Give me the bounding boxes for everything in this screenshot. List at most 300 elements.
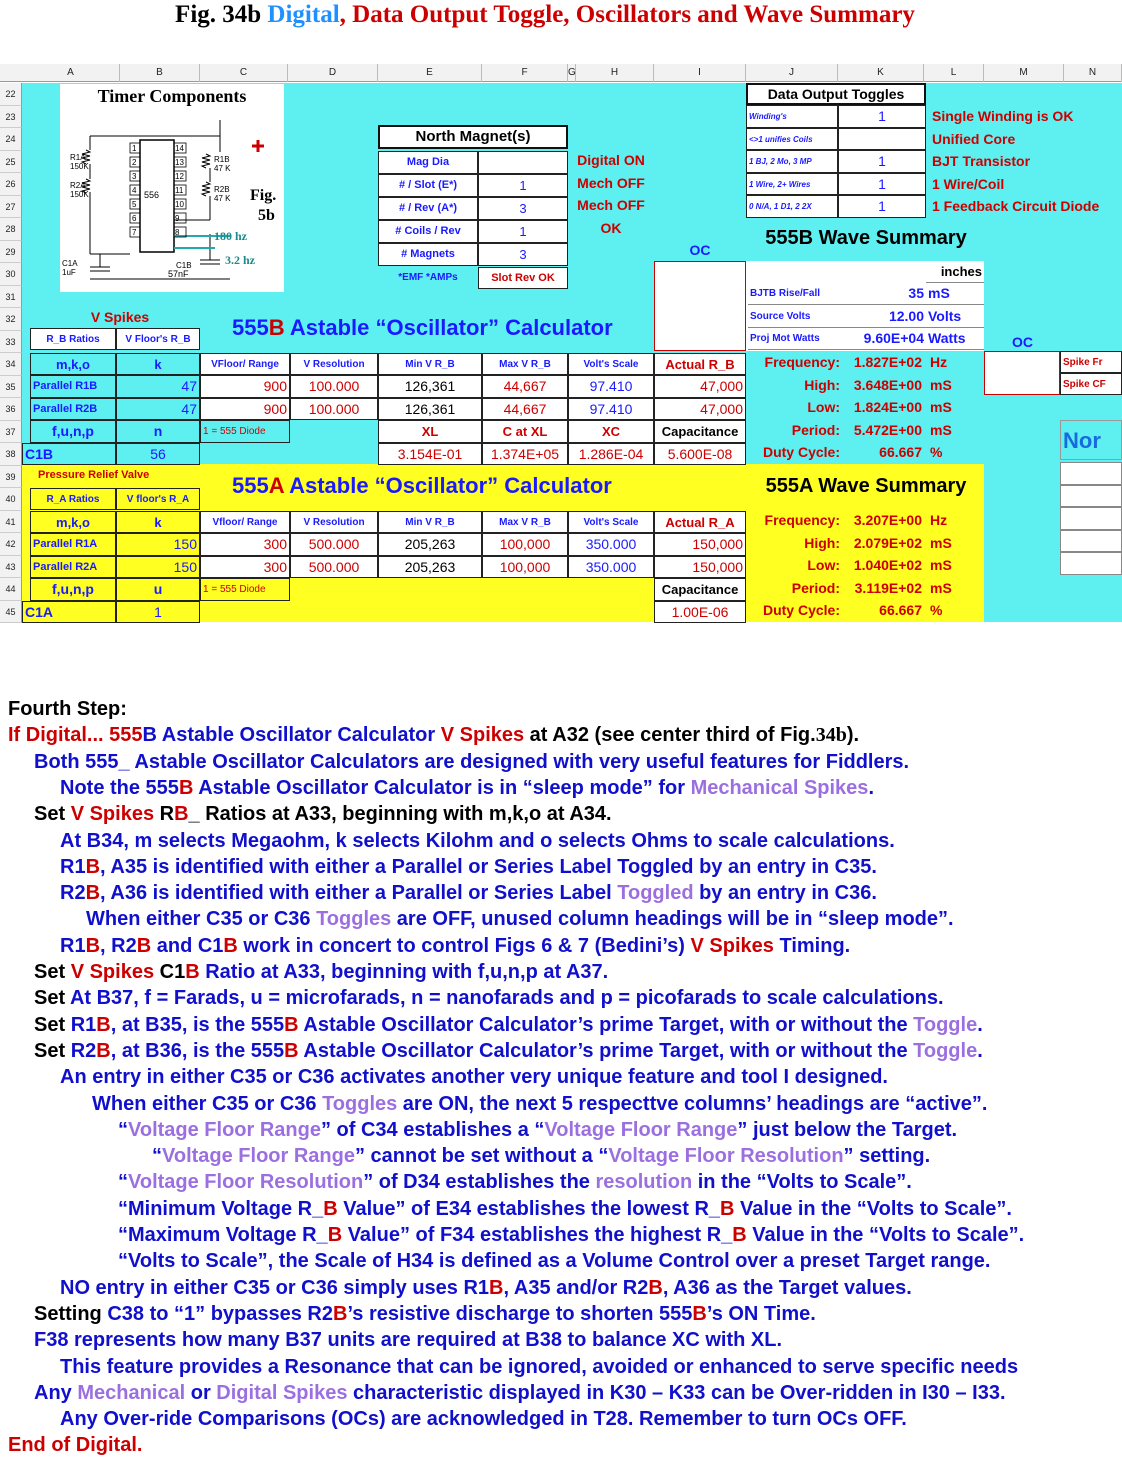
note-line-11-seg-3: B: [185, 961, 200, 983]
note-line-5-seg-1: V Spikes: [70, 803, 155, 826]
c1b-label: C1B: [176, 261, 192, 270]
row-header-36: 36: [0, 398, 22, 421]
note-line-23: [60, 1275, 912, 1301]
note-line-20-seg-1: B: [323, 1197, 338, 1220]
note-line-24-seg-2: B: [333, 1302, 348, 1325]
column-header-h: H: [576, 64, 654, 82]
note-line-21-seg-2: Value” of F34 establishes the highest R_: [342, 1224, 733, 1246]
osc-b-row-max-0: 44,667: [482, 375, 568, 398]
mode-status-3: OK: [600, 219, 622, 236]
osc-b-row-res-0: 100.000: [290, 375, 378, 398]
left-pin-7: 7: [132, 228, 137, 237]
note-line-4-seg-1: B: [178, 776, 194, 799]
osc-a-row-range-0: 300: [200, 533, 290, 556]
slot-rev-ok: Slot Rev OK: [478, 267, 568, 289]
r1b-resistor-icon: [202, 154, 210, 168]
note-line-10-seg-0: R1: [60, 934, 86, 957]
row-header-34: 34: [0, 353, 22, 376]
right-pin-13: 13: [175, 158, 184, 167]
osc-b-row-actual-0: 47,000: [654, 375, 746, 398]
note-line-2-seg-2: Astable Oscillator Calculator: [156, 724, 441, 747]
note-line-5-seg-0: Set: [34, 803, 71, 826]
osc-a-title: [230, 471, 650, 501]
c1a-label: C1A: [62, 259, 78, 268]
osc-a-row-res-1: 500.000: [290, 556, 378, 579]
wave-b-summary-unit-2: mS: [930, 399, 952, 415]
notes-heading: Fourth Step:: [8, 698, 127, 720]
toggle-status-2: BJT Transistor: [932, 153, 1031, 169]
chip-label: 556: [144, 190, 160, 200]
column-header-e: E: [378, 64, 482, 82]
osc-b-header-4: Volt's Scale: [568, 353, 654, 375]
left-pin-5: 5: [132, 200, 137, 209]
osc-b-row-range-1: 900: [200, 398, 290, 421]
note-line-14-seg-1: R2: [70, 1039, 97, 1062]
note-line-23-seg-3: B: [648, 1276, 663, 1299]
osc-a-header-4: Volt's Scale: [568, 511, 654, 533]
note-line-11-seg-4: Ratio at A33, beginning with f,u,n,p at A37.: [199, 961, 609, 983]
osc-b-cap-value: 56: [116, 443, 200, 466]
osc-b-xl-value-xc: 1.286E-04: [568, 443, 654, 466]
row-header-31: 31: [0, 286, 22, 309]
osc-b-header-2: Min V R_B: [378, 353, 482, 375]
note-line-8-seg-0: R2: [60, 882, 86, 905]
wave-a-summary-unit-2: mS: [930, 557, 952, 573]
note-line-24-seg-5: ’s ON Time.: [706, 1302, 816, 1325]
osc-a-cap-label: C1A: [22, 601, 116, 624]
note-line-21-seg-1: B: [327, 1224, 343, 1246]
osc-a-header-5: Actual R_A: [654, 511, 746, 533]
wave-a-summary-label-4: Duty Cycle:: [762, 602, 840, 618]
pressure-relief-label: Pressure Relief Valve: [38, 469, 150, 481]
osc-b-header-3: Max V R_B: [482, 353, 568, 375]
note-line-5-seg-2: R: [154, 803, 175, 826]
figure-title-digital: Digital: [267, 1, 340, 28]
osc-b-xl-header-3: Capacitance: [654, 420, 746, 443]
note-line-2-seg-4: at A32: [524, 724, 595, 747]
right-pin-9: 9: [175, 214, 180, 223]
wave-b-param-value-2: 9.60E+04: [838, 328, 926, 350]
wave-b-summary-label-1: High:: [804, 376, 840, 393]
note-line-21-seg-3: B: [732, 1224, 747, 1246]
notes-section: [0, 696, 1122, 1468]
r1b-value: 47 K: [214, 164, 231, 173]
plus-icon: [252, 140, 264, 152]
note-line-21: [118, 1222, 1024, 1248]
spreadsheet: [0, 64, 1122, 626]
osc-b-row-min-1: 126,361: [378, 398, 482, 421]
note-line-6: At B34, m selects Megaohm, k selects Kilohm and o selects Ohms to scale calculations.: [60, 829, 895, 852]
osc-b-row-max-1: 44,667: [482, 398, 568, 421]
wave-b-summary-label-3: Period:: [791, 421, 840, 438]
wave-b-summary-value-2: 1.824E+00: [853, 399, 922, 415]
r1b-label: R1B: [214, 155, 230, 164]
note-line-14-seg-6: Toggle: [913, 1039, 978, 1062]
note-line-20-seg-2: Value” of E34 establishes the lowest R_: [337, 1197, 721, 1220]
note-line-17: [118, 1117, 957, 1143]
toggle-status-0: Single Winding is OK: [932, 108, 1074, 124]
timer-components-title: Timer Components: [97, 86, 247, 106]
note-line-9: [86, 906, 954, 932]
osc-a-header-1: V Resolution: [290, 511, 378, 533]
spike-cf-label: Spike CF: [1060, 373, 1122, 395]
rb-ratios-header: R_B Ratios: [30, 328, 116, 350]
wave-a-summary-label-3: Period:: [791, 579, 840, 596]
right-empty-box-2: [1060, 507, 1122, 530]
wave-a-summary-label-0: Frequency:: [764, 512, 840, 528]
left-pin-4: 4: [132, 186, 137, 195]
north-magnet-label-2: # / Rev (A*): [378, 197, 478, 220]
note-line-13-seg-7: .: [977, 1013, 983, 1036]
wave-b-summary-value-1: 3.648E+00: [853, 376, 922, 393]
wave-a-summary-value-1: 2.079E+02: [853, 534, 922, 551]
note-line-13-seg-0: Set: [34, 1013, 71, 1036]
right-pins: [174, 143, 186, 237]
wave-a-summary-value-2: 1.040E+02: [853, 557, 922, 573]
note-line-4-seg-2: Astable Oscillator Calculator is in “sleep mode” for: [193, 776, 691, 799]
note-line-3-seg-0: Both 555_ Astable Oscillator Calculators are designed with very useful features for Fiddlers.: [34, 750, 910, 773]
note-line-24-seg-0: Setting: [34, 1302, 108, 1325]
note-line-27-seg-2: or: [185, 1381, 217, 1404]
note-line-20: [118, 1196, 1012, 1222]
spike-freq-label: Spike Fr: [1060, 351, 1122, 373]
wave-b-title: 555B Wave Summary: [765, 227, 967, 249]
toggle-label-0: Winding's: [746, 105, 838, 128]
note-line-10-seg-2: , R2: [100, 934, 137, 957]
note-line-25: F38 represents how many B37 units are required at B38 to balance XC with XL.: [34, 1329, 782, 1352]
note-line-8-seg-1: B: [85, 882, 101, 905]
osc-a-row-min-0: 205,263: [378, 533, 482, 556]
wave-a-summary-unit-4: %: [930, 602, 943, 618]
mode-status-1: Mech OFF: [577, 174, 645, 191]
note-line-27-seg-1: Mechanical: [77, 1381, 186, 1404]
osc-a-title-pre: 555: [232, 473, 269, 498]
osc-b-xl-value-cxl: 1.374E+05: [482, 443, 568, 466]
wave-b-param-label-2: Proj Mot Watts: [748, 328, 838, 350]
right-empty-box-0: [1060, 462, 1122, 485]
osc-a-row-scale-0: 350.000: [568, 533, 654, 556]
r2b-value: 47 K: [214, 194, 231, 203]
note-line-11-seg-2: C1: [154, 961, 186, 983]
osc-b-cap-label: C1B: [22, 443, 116, 466]
note-line-14-seg-0: Set: [34, 1039, 71, 1062]
right-pin-10: 10: [175, 200, 184, 209]
note-line-23-seg-2: , A35 and/or R2: [503, 1276, 649, 1299]
timer-schematic: [60, 84, 284, 292]
note-line-29: End of Digital.: [8, 1434, 143, 1457]
osc-a-title-rest: Astable “Oscillator” Calculator: [283, 473, 612, 498]
v-spikes-label: V Spikes: [90, 309, 150, 325]
note-line-2-seg-5: (see center third of Fig.: [594, 724, 816, 747]
fig-number: 5b: [258, 207, 275, 224]
north-magnet-value-1: 1: [478, 174, 568, 197]
freq2-label: 3.2 hz: [225, 253, 255, 267]
osc-a-row-actual-0: 150,000: [654, 533, 746, 556]
column-header-b: B: [120, 64, 200, 82]
note-line-9-seg-2: are OFF, unused column headings will be in “sleep mode”.: [391, 908, 954, 931]
wave-a-summary-unit-1: mS: [930, 534, 952, 551]
toggle-label-1: <>1 unifies Coils: [746, 128, 838, 151]
wave-b-summary-unit-3: mS: [930, 421, 952, 438]
osc-b-title-rest: Astable “Oscillator” Calculator: [284, 315, 613, 340]
osc-b-row-val-1: 47: [116, 398, 200, 421]
figure-title: [0, 0, 1090, 34]
osc-b-row-min-0: 126,361: [378, 375, 482, 398]
row-header-45: 45: [0, 601, 22, 624]
note-line-27-seg-4: characteristic displayed in K30 – K33 can be Over-ridden in I30 – I33.: [347, 1381, 1006, 1404]
osc-a-cap-unit-label: f,u,n,p: [30, 578, 116, 601]
note-line-13-seg-2: B: [96, 1013, 111, 1036]
right-pin-12: 12: [175, 172, 184, 181]
c1b-value: 57nF: [168, 269, 189, 279]
osc-b-row-scale-0: 97.410: [568, 375, 654, 398]
osc-b-xl-header-2: XC: [568, 420, 654, 443]
r1a-label: R1A: [70, 153, 86, 162]
column-header-c: C: [200, 64, 288, 82]
osc-b-row-label-0: Parallel R1B: [30, 375, 116, 398]
column-header-i: I: [654, 64, 746, 82]
note-line-18-seg-1: Voltage Floor Range: [162, 1145, 355, 1168]
note-line-14: [34, 1038, 983, 1064]
row-header-22: 22: [0, 83, 22, 106]
osc-a-unit-label: m,k,o: [30, 511, 116, 533]
oc-label-1: OC: [689, 242, 711, 258]
left-pins: [130, 143, 140, 237]
osc-b-title-letter: B: [268, 315, 285, 340]
wave-b-summary-unit-4: %: [930, 444, 943, 460]
toggle-status-4: 1 Feedback Circuit Diode: [932, 198, 1100, 214]
nor-label: Nor: [1060, 420, 1122, 460]
column-header-d: D: [288, 64, 378, 82]
wave-b-summary-label-0: Frequency:: [764, 354, 840, 370]
osc-b-xl-header-0: XL: [378, 420, 482, 443]
note-line-2-seg-6: 34b: [815, 724, 847, 747]
osc-b-row-label-1: Parallel R2B: [30, 398, 116, 421]
osc-a-cap-actual: 1.00E-06: [654, 601, 746, 624]
note-line-16: [92, 1091, 987, 1117]
right-pin-8: 8: [175, 228, 180, 237]
wave-a-summary-unit-0: Hz: [930, 512, 948, 528]
c1a-value: 1uF: [62, 268, 76, 277]
wave-b-summary-value-0: 1.827E+02: [853, 354, 922, 370]
note-line-19-seg-2: ” of D34 establishes the: [363, 1171, 596, 1194]
toggle-value-1: [838, 128, 926, 151]
note-line-8-seg-2: , A36 is identified with either a Parallel or Series Label: [100, 882, 618, 905]
note-line-7-seg-2: , A35 is identified with either a Parallel or Series Label Toggled by an entry in C35.: [100, 855, 877, 878]
note-line-14-seg-5: Astable Oscillator Calculator’s prime Target, with or without the: [298, 1039, 914, 1062]
wave-a-summary-value-3: 3.119E+02: [854, 579, 922, 596]
row-header-33: 33: [0, 331, 22, 354]
wave-b-units-header: inches: [926, 261, 984, 283]
note-line-5-seg-3: B: [174, 803, 189, 826]
north-magnet-value-4: 3: [478, 243, 568, 266]
wave-b-summary-unit-0: Hz: [930, 354, 948, 370]
wave-b-param-label-0: BJTB Rise/Fall: [748, 283, 838, 305]
north-magnet-value-0: [478, 151, 568, 174]
osc-a-row-scale-1: 350.000: [568, 556, 654, 579]
vfloor-ra-header: V floor's R_A: [116, 488, 200, 510]
note-line-18-seg-0: “: [152, 1145, 162, 1168]
mode-status-2: Mech OFF: [577, 197, 645, 213]
row-header-30: 30: [0, 263, 22, 286]
oc-label-2: OC: [1012, 334, 1033, 350]
note-line-18-seg-2: ” cannot be set without a “: [354, 1145, 609, 1168]
row-header-25: 25: [0, 151, 22, 174]
toggle-status-3: 1 Wire/Coil: [932, 175, 1005, 192]
note-line-10: [60, 933, 850, 959]
row-header-24: 24: [0, 128, 22, 151]
note-line-18-seg-3: Voltage Floor Resolution: [608, 1145, 844, 1168]
note-line-10-seg-7: V Spikes: [690, 934, 774, 957]
note-line-4: [60, 775, 874, 801]
note-line-23-seg-4: , A36 as the Target values.: [662, 1276, 912, 1299]
note-line-19-seg-4: in the “Volts to Scale”.: [692, 1171, 912, 1194]
note-line-15: An entry in either C35 or C36 activates another very unique feature and tool I designed.: [60, 1066, 888, 1089]
left-pin-3: 3: [132, 172, 137, 181]
left-pin-6: 6: [132, 214, 137, 223]
note-line-2-seg-7: ).: [846, 724, 860, 747]
note-line-2-seg-3: V Spikes: [440, 724, 525, 747]
note-line-20-seg-0: “Minimum Voltage R_: [118, 1197, 324, 1220]
right-empty-box-4: [1060, 552, 1122, 575]
note-line-12-seg-0: Set: [34, 987, 70, 1010]
right-pin-14: 14: [175, 144, 184, 153]
osc-b-xl-value-xl: 3.154E-01: [378, 443, 482, 466]
osc-a-row-actual-1: 150,000: [654, 556, 746, 579]
left-pin-1: 1: [132, 144, 137, 153]
note-line-24: [34, 1301, 816, 1327]
osc-b-row-scale-1: 97.410: [568, 398, 654, 421]
note-line-19-seg-3: resolution: [595, 1171, 693, 1194]
osc-b-unit-label: m,k,o: [30, 353, 116, 375]
note-line-13-seg-4: B: [284, 1013, 299, 1036]
note-line-3: [34, 749, 909, 775]
figure-title-rest: , Data Output Toggle, Oscillators and Wave Summary: [339, 1, 915, 28]
osc-b-diode-label: 1 = 555 Diode: [200, 420, 290, 443]
wave-b-params: [654, 261, 984, 351]
row-header-42: 42: [0, 533, 22, 556]
note-line-17-seg-2: ” of C34 establishes a “: [320, 1118, 545, 1141]
wave-b-summary-unit-1: mS: [930, 376, 952, 393]
note-line-21-seg-0: “Maximum Voltage R_: [118, 1224, 328, 1246]
column-header-m: M: [984, 64, 1064, 82]
vfloor-rb-header: V Floor's R_B: [116, 328, 200, 350]
wave-a-title: 555A Wave Summary: [765, 475, 967, 497]
note-line-10-seg-4: and C1: [151, 934, 224, 957]
wave-b-summary-label-2: Low:: [807, 399, 840, 415]
osc-a-header-2: Min V R_B: [378, 511, 482, 533]
note-line-22: “Volts to Scale”, the Scale of H34 is defined as a Volume Control over a preset Target range.: [118, 1250, 991, 1273]
r2a-value: 150K: [70, 190, 89, 199]
note-line-19-seg-0: “: [118, 1171, 128, 1194]
right-empty-box-3: [1060, 530, 1122, 553]
note-line-20-seg-3: B: [720, 1197, 735, 1220]
left-pin-2: 2: [132, 158, 137, 167]
osc-a-row-res-0: 500.000: [290, 533, 378, 556]
note-line-23-seg-0: NO entry in either C35 or C36 simply uses R1: [60, 1276, 490, 1299]
column-header-l: L: [924, 64, 984, 82]
note-line-2: [8, 722, 859, 748]
wave-b-param-unit-2: Watts: [926, 328, 984, 350]
note-line-16-seg-1: Toggles: [322, 1092, 398, 1115]
osc-a-unit-value: k: [116, 511, 200, 533]
note-line-9-seg-0: When either C35 or C36: [86, 908, 317, 931]
note-line-17-seg-0: “: [118, 1118, 128, 1141]
note-line-12: [34, 985, 944, 1011]
note-line-13-seg-6: Toggle: [913, 1013, 978, 1036]
note-line-2-seg-1: B: [142, 724, 157, 747]
wave-b-param-unit-1: Volts: [926, 306, 984, 328]
wave-b-summary-label-4: Duty Cycle:: [762, 444, 840, 460]
right-empty-box-1: [1060, 485, 1122, 508]
note-line-10-seg-1: B: [85, 934, 101, 957]
note-line-7: [60, 854, 877, 880]
osc-b-header-0: VFloor/ Range: [200, 353, 290, 375]
note-line-19: [118, 1169, 912, 1195]
osc-a-row-max-1: 100,000: [482, 556, 568, 579]
column-header-k: K: [838, 64, 924, 82]
north-magnet-label-4: # Magnets: [378, 243, 478, 266]
row-header-44: 44: [0, 578, 22, 601]
note-line-4-seg-4: .: [868, 776, 874, 799]
toggle-label-3: 1 Wire, 2+ Wires: [746, 173, 838, 196]
osc-a-row-val-1: 150: [116, 556, 200, 579]
osc-b-xl-value-cap: 5.600E-08: [654, 443, 746, 466]
note-line-27: [34, 1380, 1006, 1406]
r1a-value: 150K: [70, 162, 89, 171]
note-line-19-seg-1: Voltage Floor Resolution: [128, 1171, 364, 1194]
r2b-resistor-icon: [202, 182, 210, 196]
note-line-18-seg-4: ” setting.: [843, 1145, 931, 1168]
note-line-13-seg-1: R1: [70, 1013, 97, 1036]
wave-a-summary-value-4: 66.667: [879, 602, 922, 618]
right-pin-11: 11: [175, 186, 184, 195]
note-line-7-seg-1: B: [85, 855, 101, 878]
note-line-7-seg-0: R1: [60, 855, 86, 878]
row-header-29: 29: [0, 241, 22, 264]
column-header-j: J: [746, 64, 838, 82]
note-line-14-seg-7: .: [977, 1039, 983, 1062]
column-header-n: N: [1064, 64, 1122, 82]
osc-a-cap-value: 1: [116, 601, 200, 624]
note-line-14-seg-4: B: [284, 1039, 299, 1062]
toggle-value-2: 1: [838, 150, 926, 173]
osc-a-header-0: Vfloor/ Range: [200, 511, 290, 533]
note-line-10-seg-5: B: [223, 934, 238, 957]
note-line-17-seg-4: ” just below the Target.: [737, 1118, 958, 1141]
osc-a-header-3: Max V R_B: [482, 511, 568, 533]
timer-components-diagram: [60, 84, 284, 292]
note-line-10-seg-6: work in concert to control Figs 6 & 7 (Bedini’s): [237, 934, 691, 957]
note-line-4-seg-0: Note the 555: [60, 776, 179, 799]
note-line-27-seg-0: Any: [34, 1381, 78, 1404]
note-line-24-seg-1: C38 to “1” bypasses R2: [107, 1302, 333, 1325]
north-magnet-label-0: Mag Dia: [378, 151, 478, 174]
toggle-value-0: 1: [838, 105, 926, 128]
wave-b-param-label-1: Source Volts: [748, 306, 838, 328]
note-line-21-seg-4: Value in the “Volts to Scale”.: [746, 1224, 1025, 1246]
row-header-40: 40: [0, 488, 22, 511]
note-line-2-seg-0: If Digital... 555: [8, 724, 143, 747]
note-line-27-seg-3: Digital Spikes: [216, 1381, 348, 1404]
note-line-13: [34, 1012, 983, 1038]
wave-a-summary-label-1: High:: [804, 534, 840, 551]
osc-a-row-max-0: 100,000: [482, 533, 568, 556]
note-line-16-seg-0: When either C35 or C36: [92, 1092, 323, 1115]
osc-a-row-min-1: 205,263: [378, 556, 482, 579]
note-line-5-seg-4: _ Ratios at A33, beginning with m,k,o at A34.: [188, 803, 612, 826]
wave-a-summary-value-0: 3.207E+00: [853, 512, 922, 528]
